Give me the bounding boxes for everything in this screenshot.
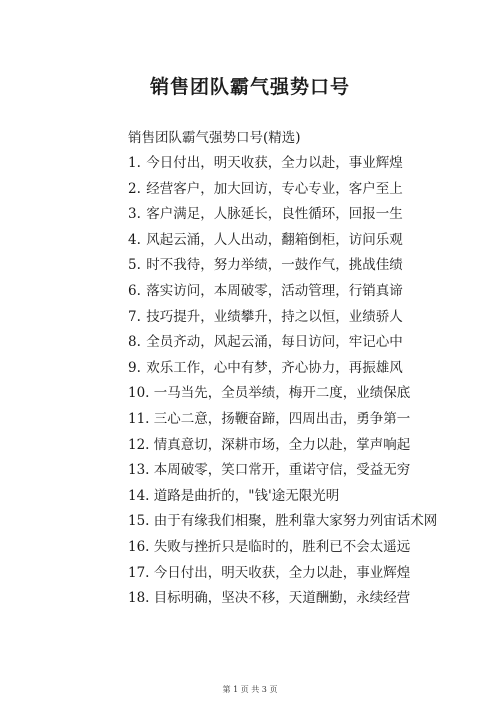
list-item-number: 11. xyxy=(128,410,150,427)
list-item-number: 16. xyxy=(128,538,150,555)
list-item-number: 9. xyxy=(128,359,141,376)
list-item-number: 15. xyxy=(128,513,150,530)
list-item-number: 2. xyxy=(128,180,141,197)
slogan-list xyxy=(128,153,437,614)
list-item xyxy=(128,281,437,307)
list-item-number: 5. xyxy=(128,257,141,274)
list-item xyxy=(128,204,437,230)
list-item xyxy=(128,486,437,512)
list-item-number: 10. xyxy=(128,385,150,402)
list-item xyxy=(128,230,437,256)
list-item xyxy=(128,255,437,281)
list-item-number: 8. xyxy=(128,334,141,351)
list-item-text: 时不我待，努力举绩，一鼓作气，挑战佳绩 xyxy=(146,257,403,274)
list-item-number: 6. xyxy=(128,282,141,299)
list-item xyxy=(128,435,437,461)
list-item-number: 17. xyxy=(128,564,150,581)
list-item-text: 失败与挫折只是临时的，胜利已不会太遥远 xyxy=(153,538,411,555)
list-item-text: 情真意切，深耕市场，全力以赴，掌声响起 xyxy=(153,436,411,453)
list-item xyxy=(128,153,437,179)
list-item-text: 道路是曲折的，"钱'途无限光明 xyxy=(153,487,340,504)
list-item xyxy=(128,332,437,358)
list-item-number: 18. xyxy=(128,590,150,607)
list-item-number: 13. xyxy=(128,462,150,479)
list-item-text: 由于有缘我们相聚，胜利靠大家努力列宙话术网 xyxy=(153,513,438,530)
list-item-number: 7. xyxy=(128,308,141,325)
list-item xyxy=(128,588,437,614)
document-subtitle: 销售团队霸气强势口号(精选) xyxy=(128,130,301,146)
list-item-text: 一马当先，全员举绩，梅开二度，业绩保底 xyxy=(153,385,411,402)
list-item-text: 今日付出，明天收获，全力以赴，事业辉煌 xyxy=(153,564,411,581)
list-item xyxy=(128,307,437,333)
list-item-number: 4. xyxy=(128,231,141,248)
list-item-number: 12. xyxy=(128,436,150,453)
list-item-text: 经营客户，加大回访，专心专业，客户至上 xyxy=(146,180,403,197)
list-item-number: 3. xyxy=(128,206,141,223)
list-item xyxy=(128,358,437,384)
list-item-number: 14. xyxy=(128,487,150,504)
list-item xyxy=(128,563,437,589)
list-item-text: 风起云涌，人人出动，翻箱倒柜，访问乐观 xyxy=(146,231,403,248)
page-footer: 第 1 页 共 3 页 xyxy=(222,685,278,694)
list-item xyxy=(128,537,437,563)
list-item xyxy=(128,179,437,205)
list-item-number: 1. xyxy=(128,155,141,171)
list-item xyxy=(128,409,437,435)
list-item-text: 落实访问，本周破零，活动管理，行销真谛 xyxy=(146,282,403,299)
list-item xyxy=(128,383,437,409)
list-item-text: 三心二意，扬鞭奋蹄，四周出击，勇争第一 xyxy=(153,410,411,427)
document-title: 销售团队霸气强势口号 xyxy=(149,76,350,98)
list-item-text: 本周破零，笑口常开，重诺守信，受益无穷 xyxy=(153,462,411,479)
list-item xyxy=(128,511,437,537)
list-item-text: 今日付出，明天收获，全力以赴，事业辉煌 xyxy=(146,155,403,171)
list-item xyxy=(128,460,437,486)
list-item-text: 技巧提升，业绩攀升，持之以恒，业绩骄人 xyxy=(146,308,403,325)
list-item-text: 欢乐工作，心中有梦，齐心协力，再振雄风 xyxy=(146,359,403,376)
list-item-text: 全员齐动，风起云涌，每日访问，牢记心中 xyxy=(146,334,403,351)
list-item-text: 客户满足，人脉延长，良性循环，回报一生 xyxy=(146,206,403,223)
list-item-text: 目标明确，坚决不移，天道酬勤，永续经营 xyxy=(153,590,411,607)
